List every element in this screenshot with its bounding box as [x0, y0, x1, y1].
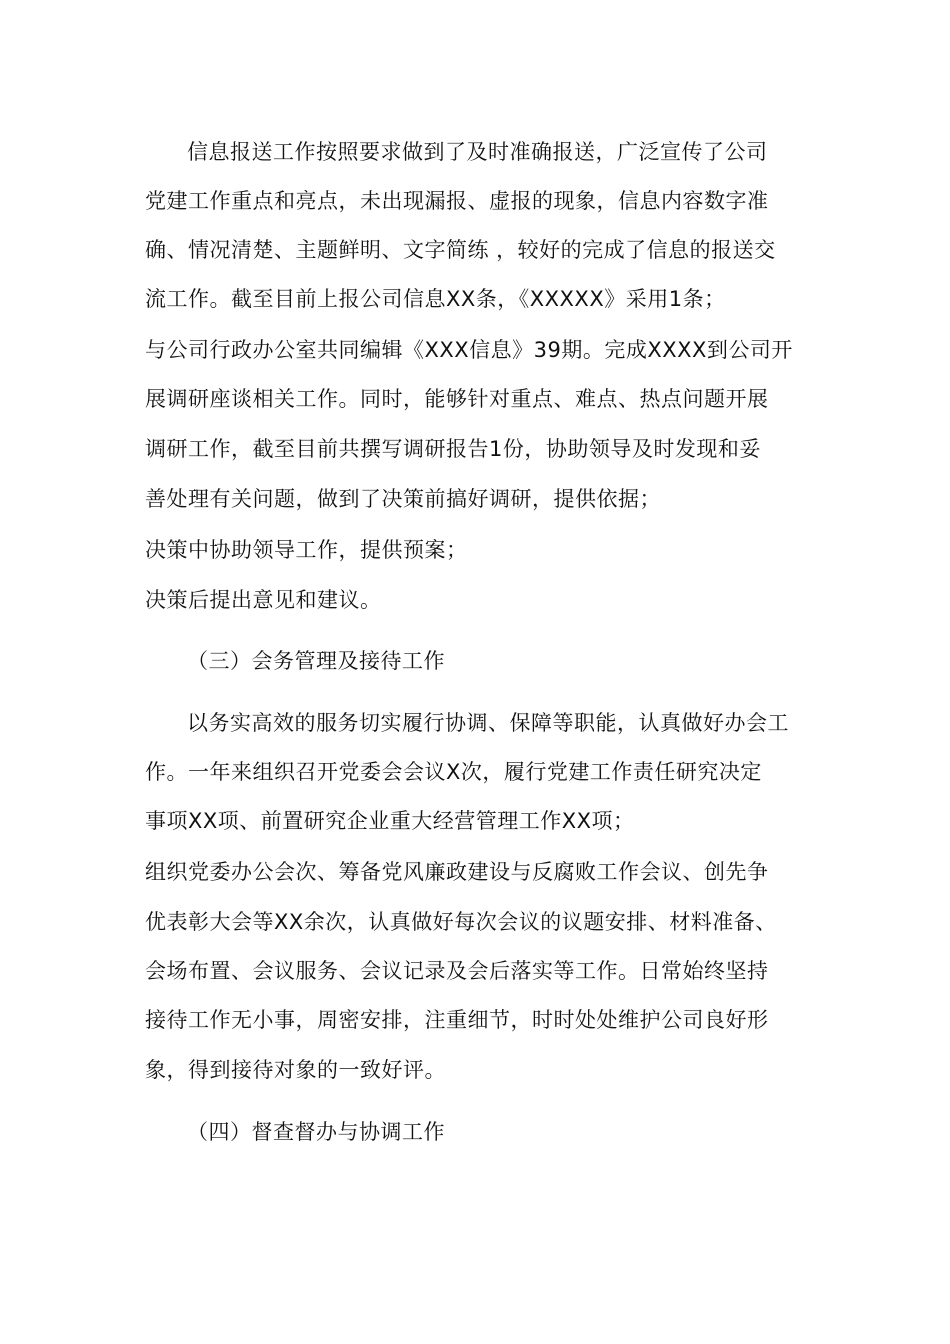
paragraph-line: 调研工作，截至目前共撰写调研报告1份，协助领导及时发现和妥 — [145, 437, 761, 461]
paragraph-line: 决策中协助领导工作，提供预案； — [145, 538, 468, 562]
paragraph-line: 接待工作无小事，周密安排，注重细节，时时处处维护公司良好形 — [145, 1008, 769, 1032]
section-heading: （三）会务管理及接待工作 — [187, 649, 445, 673]
section-heading: （四）督查督办与协调工作 — [187, 1120, 445, 1144]
paragraph-line: 与公司行政办公室共同编辑《XXX信息》39期。完成XXXX到公司开 — [145, 338, 793, 362]
paragraph-line: 决策后提出意见和建议。 — [145, 588, 382, 612]
paragraph-line: 组织党委办公会次、筹备党风廉政建设与反腐败工作会议、创先争 — [145, 860, 769, 884]
paragraph-line: 展调研座谈相关工作。同时，能够针对重点、难点、热点问题开展 — [145, 387, 769, 411]
paragraph-line: 确、情况清楚、主题鲜明、文字简练 ，较好的完成了信息的报送交 — [145, 238, 776, 262]
paragraph-line: 象，得到接待对象的一致好评。 — [145, 1058, 446, 1082]
paragraph-line: 流工作。截至目前上报公司信息XX条，《XXXXX》采用1条； — [145, 287, 726, 311]
paragraph-line: 党建工作重点和亮点，未出现漏报、虚报的现象，信息内容数字准 — [145, 189, 769, 213]
paragraph-line: 以务实高效的服务切实履行协调、保障等职能，认真做好办会工 — [187, 711, 789, 735]
paragraph-line: 会场布置、会议服务、会议记录及会后落实等工作。日常始终坚持 — [145, 959, 769, 983]
paragraph-line: 事项XX项、前置研究企业重大经营管理工作XX项； — [145, 809, 635, 833]
paragraph-line: 善处理有关问题，做到了决策前搞好调研，提供依据； — [145, 487, 661, 511]
paragraph-line: 信息报送工作按照要求做到了及时准确报送，广泛宣传了公司 — [187, 140, 768, 164]
paragraph-line: 作。一年来组织召开党委会会议X次，履行党建工作责任研究决定 — [145, 760, 762, 784]
paragraph-line: 优表彰大会等XX余次，认真做好每次会议的议题安排、材料准备、 — [145, 910, 777, 934]
